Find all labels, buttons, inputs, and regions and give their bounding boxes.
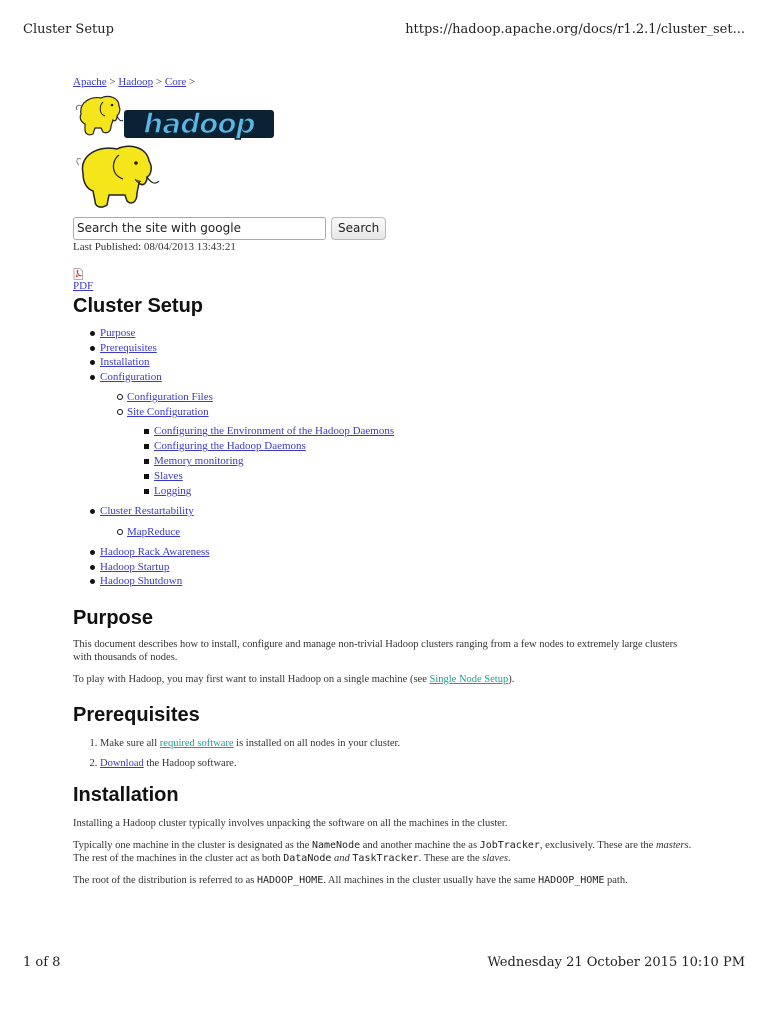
bullet-disc-icon xyxy=(90,346,95,351)
toc-link-hadoop-startup[interactable]: Hadoop Startup xyxy=(100,560,170,573)
breadcrumb-separator: > xyxy=(109,76,116,88)
toc-sublist xyxy=(100,525,698,540)
hadoop-logo[interactable] xyxy=(73,92,698,142)
toc-item xyxy=(73,326,698,341)
bullet-disc-icon xyxy=(90,550,95,555)
text-span: . The rest of the machines in the cluster act as both xyxy=(73,839,692,864)
list-item xyxy=(100,757,698,770)
installation-paragraph-2 xyxy=(73,839,698,865)
bullet-square-icon xyxy=(144,489,149,494)
toc-item xyxy=(127,484,698,499)
toc-item xyxy=(73,545,698,560)
bullet-disc-icon xyxy=(90,375,95,380)
toc-sublist xyxy=(127,424,698,499)
page-number: 1 of 8 xyxy=(23,955,61,970)
toc-link-hadoop-shutdown[interactable]: Hadoop Shutdown xyxy=(100,575,183,588)
bullet-circle-icon xyxy=(117,529,123,535)
bullet-square-icon xyxy=(144,474,149,479)
toc-link-configuration[interactable]: Configuration xyxy=(100,370,162,383)
toc-link-slaves[interactable]: Slaves xyxy=(154,470,183,483)
purpose-paragraph-1: This document describes how to install, configure and manage non-trivial Hadoop clusters ranging from a few nodes to extremely large clusters with thousands of nodes. xyxy=(73,638,678,663)
toc-item xyxy=(127,424,698,439)
breadcrumb xyxy=(73,76,698,90)
text-span: is installed on all nodes in your cluster. xyxy=(233,737,401,749)
print-page-url: https://hadoop.apache.org/docs/r1.2.1/cluster_set... xyxy=(405,22,745,37)
bullet-disc-icon xyxy=(90,509,95,514)
bullet-disc-icon xyxy=(90,360,95,365)
toc-link-purpose[interactable]: Purpose xyxy=(100,327,136,339)
toc-item xyxy=(127,439,698,454)
last-published: Last Published: 08/04/2013 13:43:21 xyxy=(73,241,236,253)
emphasis-masters: masters xyxy=(655,839,689,851)
code-datanode: DataNode xyxy=(283,852,332,864)
toc-item xyxy=(73,574,698,589)
purpose-paragraph-2 xyxy=(73,673,698,686)
bullet-square-icon xyxy=(144,459,149,464)
search-form xyxy=(73,216,698,240)
toc-item xyxy=(100,405,698,499)
toc-item xyxy=(100,390,698,405)
search-button[interactable]: Search xyxy=(331,217,386,240)
toc-link-rack-awareness[interactable]: Hadoop Rack Awareness xyxy=(100,545,210,558)
toc-link-configuration-files[interactable]: Configuration Files xyxy=(127,391,213,404)
hadoop-elephant-image xyxy=(73,143,163,211)
pdf-link-block xyxy=(73,268,698,292)
text-span: The root of the distribution is referred to as xyxy=(73,874,257,886)
list-item xyxy=(100,737,698,750)
svg-text:hadoop: hadoop xyxy=(143,107,255,140)
breadcrumb-apache[interactable]: Apache xyxy=(73,76,107,88)
bullet-disc-icon xyxy=(90,565,95,570)
toc-link-configuring-environment[interactable]: Configuring the Environment of the Hadoop Daemons xyxy=(154,425,395,438)
print-header xyxy=(23,22,745,42)
bullet-square-icon xyxy=(144,444,149,449)
section-purpose xyxy=(73,606,698,686)
installation-paragraph-3 xyxy=(73,874,698,887)
bullet-square-icon xyxy=(144,429,149,434)
toc-link-mapreduce[interactable]: MapReduce xyxy=(127,525,181,538)
text-span: ). xyxy=(508,673,515,685)
hadoop-wordmark xyxy=(123,106,275,140)
hadoop-elephant-icon xyxy=(73,92,125,138)
text-span: Make sure all xyxy=(100,737,160,749)
bullet-disc-icon xyxy=(90,331,95,336)
download-link[interactable]: Download xyxy=(100,757,144,769)
breadcrumb-separator: > xyxy=(155,76,163,88)
text-span: . These are the xyxy=(418,852,483,864)
bullet-circle-icon xyxy=(117,409,123,415)
installation-paragraph-1: Installing a Hadoop cluster typically involves unpacking the software on all the machines in the cluster. xyxy=(73,817,508,829)
print-page-title: Cluster Setup xyxy=(23,22,114,37)
text-span: , exclusively. These are the xyxy=(539,839,656,851)
text-span: Typically one machine in the cluster is designated as the xyxy=(73,839,312,851)
toc-item xyxy=(73,370,698,500)
code-hadoop-home: HADOOP_HOME xyxy=(257,874,324,886)
text-span: To play with Hadoop, you may first want to install Hadoop on a single machine (see xyxy=(73,673,430,685)
text-span: and another machine the as xyxy=(360,839,480,851)
document-content xyxy=(73,76,698,887)
single-node-setup-link[interactable]: Single Node Setup xyxy=(429,673,509,685)
section-heading-installation: Installation xyxy=(73,783,179,806)
emphasis-and: and xyxy=(334,852,350,864)
search-input[interactable] xyxy=(73,217,326,240)
text-span: . All machines in the cluster usually have the same xyxy=(323,874,539,886)
text-span: the Hadoop software. xyxy=(143,757,237,769)
bullet-disc-icon xyxy=(90,579,95,584)
page-title: Cluster Setup xyxy=(73,295,204,317)
section-heading-prerequisites: Prerequisites xyxy=(73,703,200,726)
toc-item xyxy=(100,525,698,540)
toc-sublist xyxy=(100,390,698,499)
required-software-link[interactable]: required software xyxy=(159,737,234,749)
toc-item xyxy=(73,355,698,370)
code-namenode: NameNode xyxy=(311,839,361,851)
text-span: . xyxy=(507,852,511,864)
toc-item xyxy=(73,504,698,540)
breadcrumb-separator: > xyxy=(189,76,196,88)
toc-item xyxy=(127,454,698,469)
print-date: Wednesday 21 October 2015 10:10 PM xyxy=(487,955,745,970)
table-of-contents xyxy=(73,326,698,589)
code-hadoop-home: HADOOP_HOME xyxy=(538,874,605,886)
prerequisites-list xyxy=(73,737,698,770)
pdf-link[interactable]: PDF xyxy=(73,280,94,292)
toc-link-site-configuration[interactable]: Site Configuration xyxy=(127,406,209,419)
breadcrumb-hadoop[interactable]: Hadoop xyxy=(118,76,154,88)
toc-item xyxy=(127,469,698,484)
toc-link-prerequisites[interactable]: Prerequisites xyxy=(100,341,157,354)
pdf-icon[interactable] xyxy=(73,268,83,280)
code-jobtracker: JobTracker xyxy=(479,839,540,851)
section-installation xyxy=(73,783,698,887)
toc-link-memory-monitoring[interactable]: Memory monitoring xyxy=(154,455,244,468)
toc-link-logging[interactable]: Logging xyxy=(154,485,192,498)
toc-item xyxy=(73,560,698,575)
print-footer xyxy=(23,955,745,975)
breadcrumb-core[interactable]: Core xyxy=(164,76,187,88)
toc-link-configuring-daemons[interactable]: Configuring the Hadoop Daemons xyxy=(154,440,306,453)
emphasis-slaves: slaves xyxy=(482,852,508,864)
toc-link-installation[interactable]: Installation xyxy=(100,356,150,369)
code-tasktracker: TaskTracker xyxy=(352,852,419,864)
toc-link-cluster-restartability[interactable]: Cluster Restartability xyxy=(100,505,194,518)
toc-item xyxy=(73,341,698,356)
text-span: path. xyxy=(604,874,628,886)
section-prerequisites xyxy=(73,703,698,770)
bullet-circle-icon xyxy=(117,394,123,400)
section-heading-purpose: Purpose xyxy=(73,606,154,629)
